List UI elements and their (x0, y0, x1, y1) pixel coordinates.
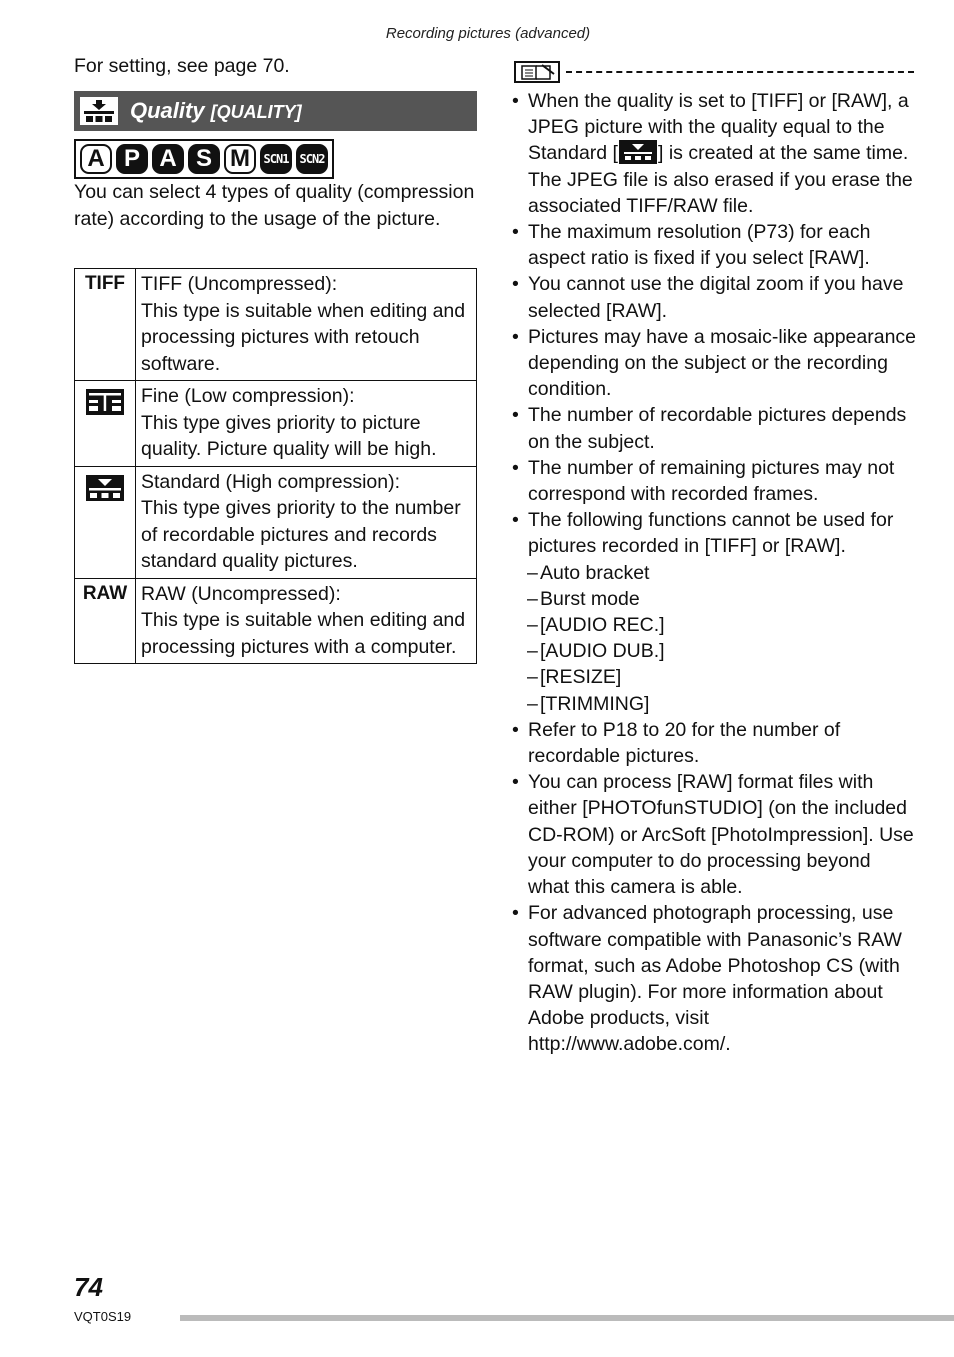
note-text: ] is created at the same time. The JPEG file is also erased if you erase the associated TIFF/RAW file. (528, 142, 913, 217)
note-text: Refer to P18 to 20 for the number of recordable pictures. (528, 718, 841, 768)
manual-mode-icon: M (224, 144, 256, 174)
bullet: • (512, 325, 519, 348)
notes-divider (566, 71, 914, 73)
scene1-mode-icon: SCN1 (260, 144, 292, 174)
section-heading (74, 91, 477, 131)
quality-title: Standard (High compression): (141, 470, 401, 493)
bullet: • (512, 90, 519, 112)
section-tag: [QUALITY] (210, 102, 302, 122)
quality-key: TIFF (75, 269, 136, 381)
bullet: • (512, 404, 519, 427)
note-text: The number of recordable pictures depends on the subject. (528, 404, 907, 453)
dash: – (527, 692, 538, 715)
note-text: The maximum resolution (P73) for each aspect ratio is fixed if you select [RAW]. (528, 221, 871, 270)
list-item (512, 769, 917, 900)
section-title (130, 98, 302, 124)
list-item (512, 455, 917, 507)
note-book-icon (514, 61, 560, 83)
sub-text: Auto bracket (540, 561, 650, 584)
intro-text: You can select 4 types of quality (compression rate) according to the usage of the picture. (74, 181, 475, 230)
page-number: 74 (74, 1272, 103, 1302)
list-item (512, 402, 917, 454)
bullet: • (512, 902, 519, 925)
dash: – (527, 587, 538, 610)
sub-list-item (512, 612, 917, 638)
bullet: • (512, 509, 519, 532)
bullet: • (512, 273, 519, 296)
shutter-priority-icon: S (188, 144, 220, 174)
document-code: VQT0S19 (74, 1309, 132, 1324)
notes-header (514, 61, 914, 85)
quality-desc-cell (136, 466, 477, 578)
quality-desc: This type is suitable when editing and processing pictures with a computer. (141, 609, 466, 658)
list-item (512, 271, 917, 323)
section-title-text: Quality (130, 98, 205, 123)
auto-mode-icon: A (80, 144, 112, 174)
quality-desc: This type gives priority to the number of recordable pictures and records standard quality pictures. (141, 497, 461, 572)
note-text: The following functions cannot be used for pictures recorded in [TIFF] or [RAW]. (528, 509, 894, 558)
fine-quality-icon (86, 389, 124, 415)
note-text: When the quality is set to [TIFF] or [RAW], a JPEG picture with the quality equal to the Standard [ (528, 90, 909, 165)
note-text: The number of remaining pictures may not correspond with recorded frames. (528, 456, 895, 506)
sub-list-item (512, 664, 917, 690)
bullet: • (512, 771, 519, 794)
quality-desc: This type is suitable when editing and processing pictures with retouch software. (141, 299, 466, 375)
quality-icon (80, 97, 118, 125)
sub-list-item (512, 560, 917, 586)
dash: – (527, 614, 538, 637)
list-item (512, 900, 917, 1057)
sub-list-item (512, 638, 917, 664)
standard-quality-icon (86, 475, 124, 501)
sub-text: Burst mode (540, 587, 640, 610)
dash: – (527, 640, 538, 663)
quality-desc-cell (136, 381, 477, 467)
note-text: You can process [RAW] format files with either [PHOTOfunSTUDIO] (on the included CD-ROM) or ArcSoft [PhotoImpression]. Use your computer to do processing beyond what this camera is able. (528, 771, 914, 899)
sub-list-item (512, 691, 917, 717)
notes-list (512, 88, 917, 1058)
note-text: For advanced photograph processing, use software compatible with Panasonic’s RAW format, such as Adobe Photoshop CS (with RAW plugin). For more information about Adobe products, visit http://www.adobe.com/. (528, 902, 902, 1056)
quality-desc-cell (136, 578, 477, 664)
mode-icons (74, 139, 334, 179)
list-item (512, 324, 917, 403)
list-item (512, 507, 917, 559)
sub-list-item (512, 586, 917, 612)
table-row (75, 466, 477, 578)
sub-text: [RESIZE] (540, 666, 622, 689)
running-header: Recording pictures (advanced) (385, 25, 591, 42)
quality-key: RAW (75, 578, 136, 664)
table-row (75, 578, 477, 664)
setting-note: For setting, see page 70. (74, 55, 290, 77)
list-item (512, 717, 917, 769)
footer-rule (180, 1315, 954, 1321)
quality-key (75, 466, 136, 578)
dash: – (527, 561, 538, 584)
table-row (75, 269, 477, 381)
bullet: • (512, 456, 519, 479)
program-mode-icon: P (116, 144, 148, 174)
quality-table (74, 268, 477, 664)
quality-desc: This type gives priority to picture quality. Picture quality will be high. (141, 411, 437, 460)
quality-title: TIFF (Uncompressed): (141, 273, 338, 295)
bullet: • (512, 221, 519, 244)
note-text: Pictures may have a mosaic-like appearance depending on the subject or the recording condition. (528, 325, 917, 401)
list-item (512, 88, 917, 219)
note-text: You cannot use the digital zoom if you have selected [RAW]. (528, 273, 904, 322)
quality-key (75, 381, 136, 467)
quality-title: RAW (Uncompressed): (141, 582, 341, 605)
sub-text: [TRIMMING] (540, 692, 650, 715)
standard-quality-icon (619, 140, 657, 164)
sub-text: [AUDIO DUB.] (540, 640, 665, 663)
list-item (512, 219, 917, 271)
quality-title: Fine (Low compression): (141, 385, 355, 407)
quality-desc-cell (136, 269, 477, 381)
scene2-mode-icon: SCN2 (296, 144, 328, 174)
aperture-priority-icon: A (152, 144, 184, 174)
bullet: • (512, 718, 519, 741)
table-row (75, 381, 477, 467)
sub-text: [AUDIO REC.] (540, 614, 665, 637)
dash: – (527, 666, 538, 689)
